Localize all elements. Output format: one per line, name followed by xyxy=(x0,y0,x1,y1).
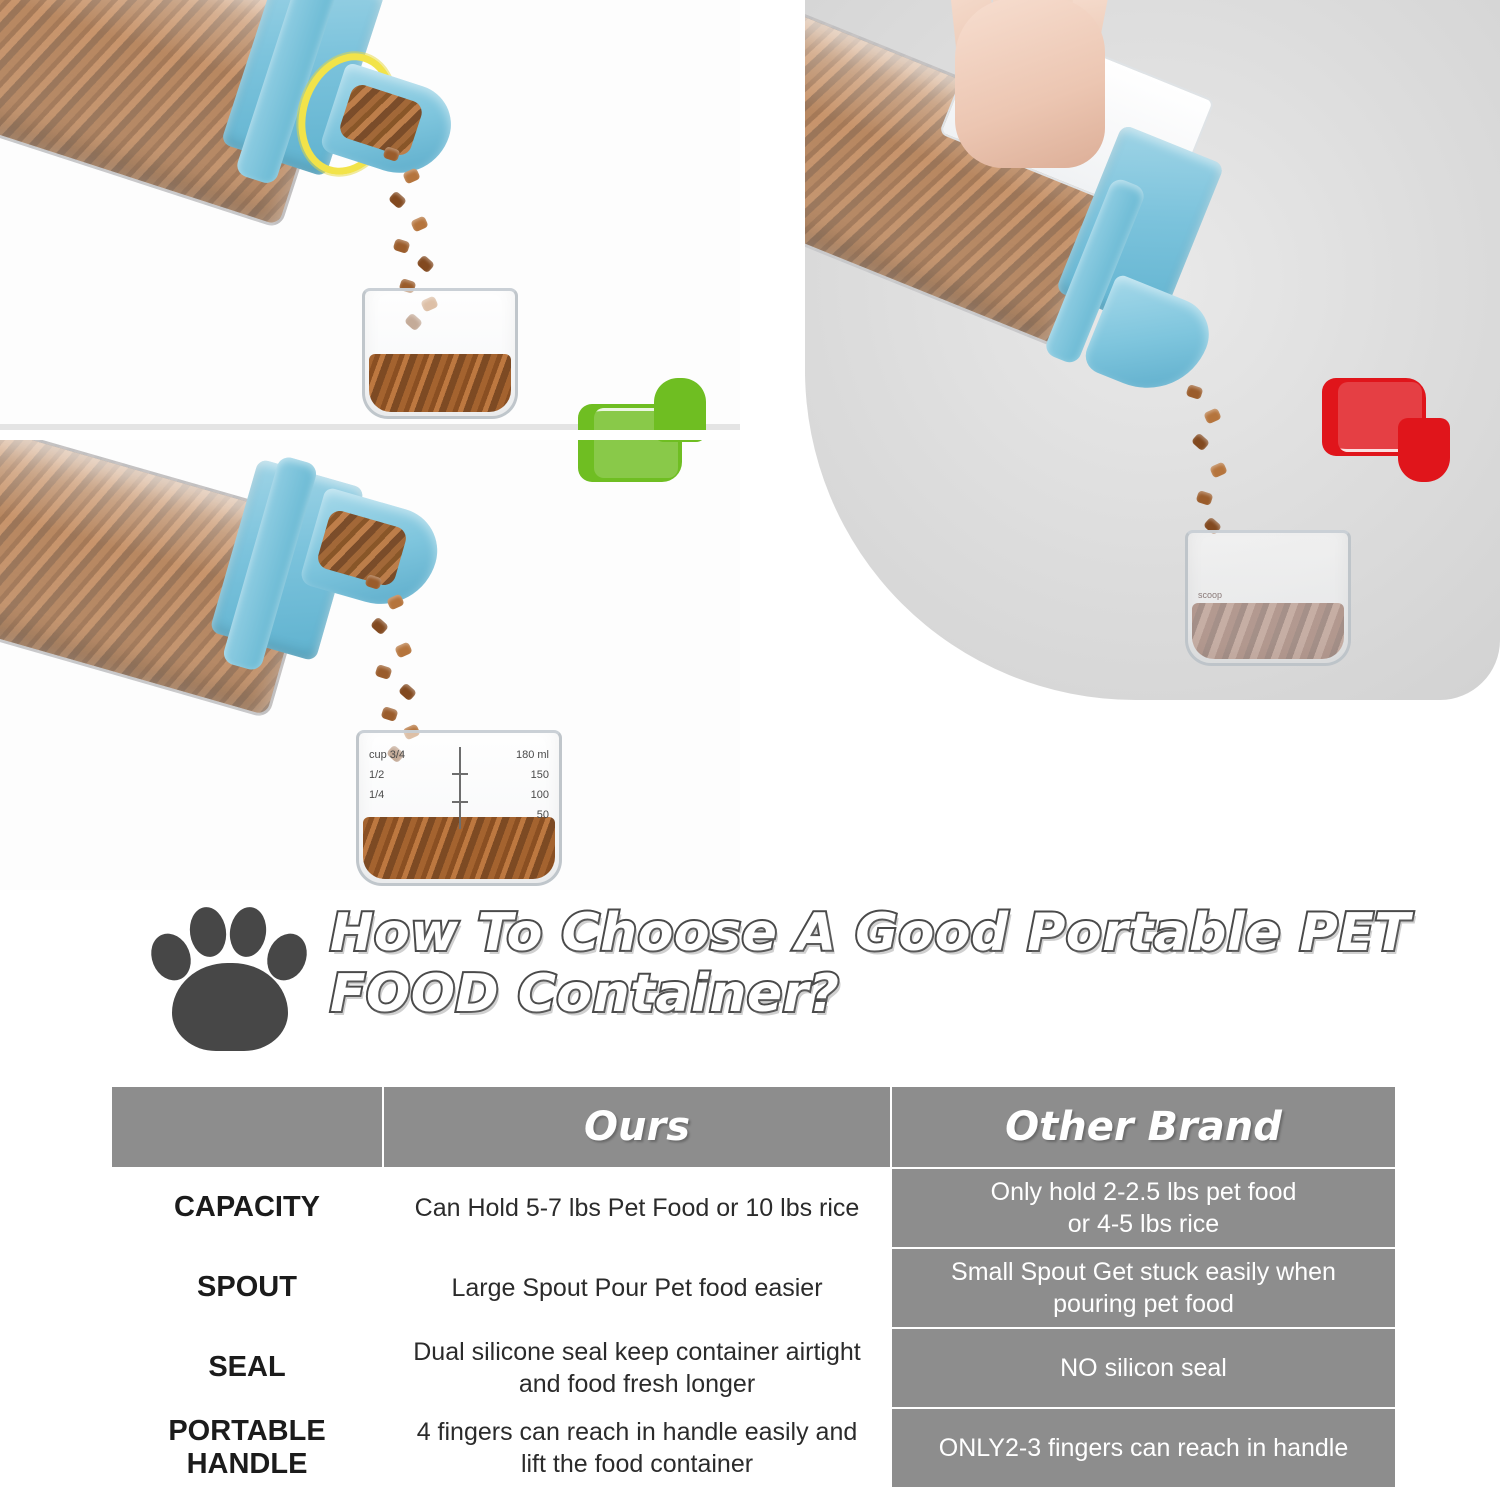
collage-vertical-divider xyxy=(740,0,748,890)
cup-mark-three-quarter: cup 3/4 xyxy=(369,749,406,761)
header-blank-cell xyxy=(111,1086,383,1168)
cup-ml-labels xyxy=(516,745,549,825)
cell-other-capacity: Only hold 2-2.5 lbs pet food or 4-5 lbs rice xyxy=(891,1168,1396,1248)
human-hand xyxy=(935,0,1125,188)
table-row xyxy=(111,1408,1396,1488)
other-measuring-cup xyxy=(1185,530,1351,666)
cup-contents xyxy=(369,354,511,412)
page-title-line-2: FOOD Container? xyxy=(330,964,840,1025)
table-row xyxy=(111,1248,1396,1328)
measuring-cup xyxy=(356,730,562,886)
photo-other-brand-pouring xyxy=(805,0,1500,700)
photo-ours-pouring-bottom xyxy=(0,440,740,890)
cup-mark-150: 150 xyxy=(530,769,549,781)
header-other-brand: Other Brand xyxy=(891,1086,1396,1168)
page-title-line-1: How To Choose A Good Portable PET xyxy=(330,903,1411,963)
page-title xyxy=(330,903,1450,1026)
cell-other-spout: Small Spout Get stuck easily when pouring pet food xyxy=(891,1248,1396,1328)
cup-unit-label: 180 ml xyxy=(515,749,549,761)
row-label-portable-handle: PORTABLE HANDLE xyxy=(111,1408,383,1488)
cell-ours-capacity: Can Hold 5-7 lbs Pet Food or 10 lbs rice xyxy=(383,1168,891,1248)
paw-pad xyxy=(172,963,288,1051)
measuring-cup xyxy=(362,288,518,419)
section-heading xyxy=(0,895,1500,1070)
photo-ours-pouring-top xyxy=(0,0,740,430)
comparison-table xyxy=(110,1085,1397,1489)
cell-ours-portable-handle: 4 fingers can reach in handle easily and lift the food container xyxy=(383,1408,891,1488)
cup-mark-half: 1/2 xyxy=(369,769,385,781)
cup-mark-50: 50 xyxy=(536,809,549,821)
header-ours: Ours xyxy=(383,1086,891,1168)
collage-horizontal-divider xyxy=(0,430,745,440)
palm xyxy=(955,0,1105,168)
thumb-down-shape xyxy=(1398,418,1450,482)
cup-tick-marks xyxy=(459,747,461,829)
table-row xyxy=(111,1168,1396,1248)
table-header-row xyxy=(111,1086,1396,1168)
row-label-capacity: CAPACITY xyxy=(111,1168,383,1248)
other-cup-scoop-label: scoop xyxy=(1198,590,1223,600)
row-label-seal: SEAL xyxy=(111,1328,383,1408)
paw-toe xyxy=(227,905,270,960)
row-label-spout: SPOUT xyxy=(111,1248,383,1328)
cell-ours-spout: Large Spout Pour Pet food easier xyxy=(383,1248,891,1328)
paw-toe xyxy=(187,905,230,960)
thumbs-down-icon xyxy=(1322,372,1462,482)
cup-mark-quarter: 1/4 xyxy=(369,789,385,801)
paw-print-icon xyxy=(150,905,315,1055)
cell-other-portable-handle: ONLY2-3 fingers can reach in handle xyxy=(891,1408,1396,1488)
cup-cup-labels xyxy=(369,745,405,805)
table-row xyxy=(111,1328,1396,1408)
cup-contents-sparse xyxy=(1192,603,1344,659)
cup-mark-100: 100 xyxy=(530,789,549,801)
cell-other-seal: NO silicon seal xyxy=(891,1328,1396,1408)
cell-ours-seal: Dual silicone seal keep container airtight and food fresh longer xyxy=(383,1328,891,1408)
